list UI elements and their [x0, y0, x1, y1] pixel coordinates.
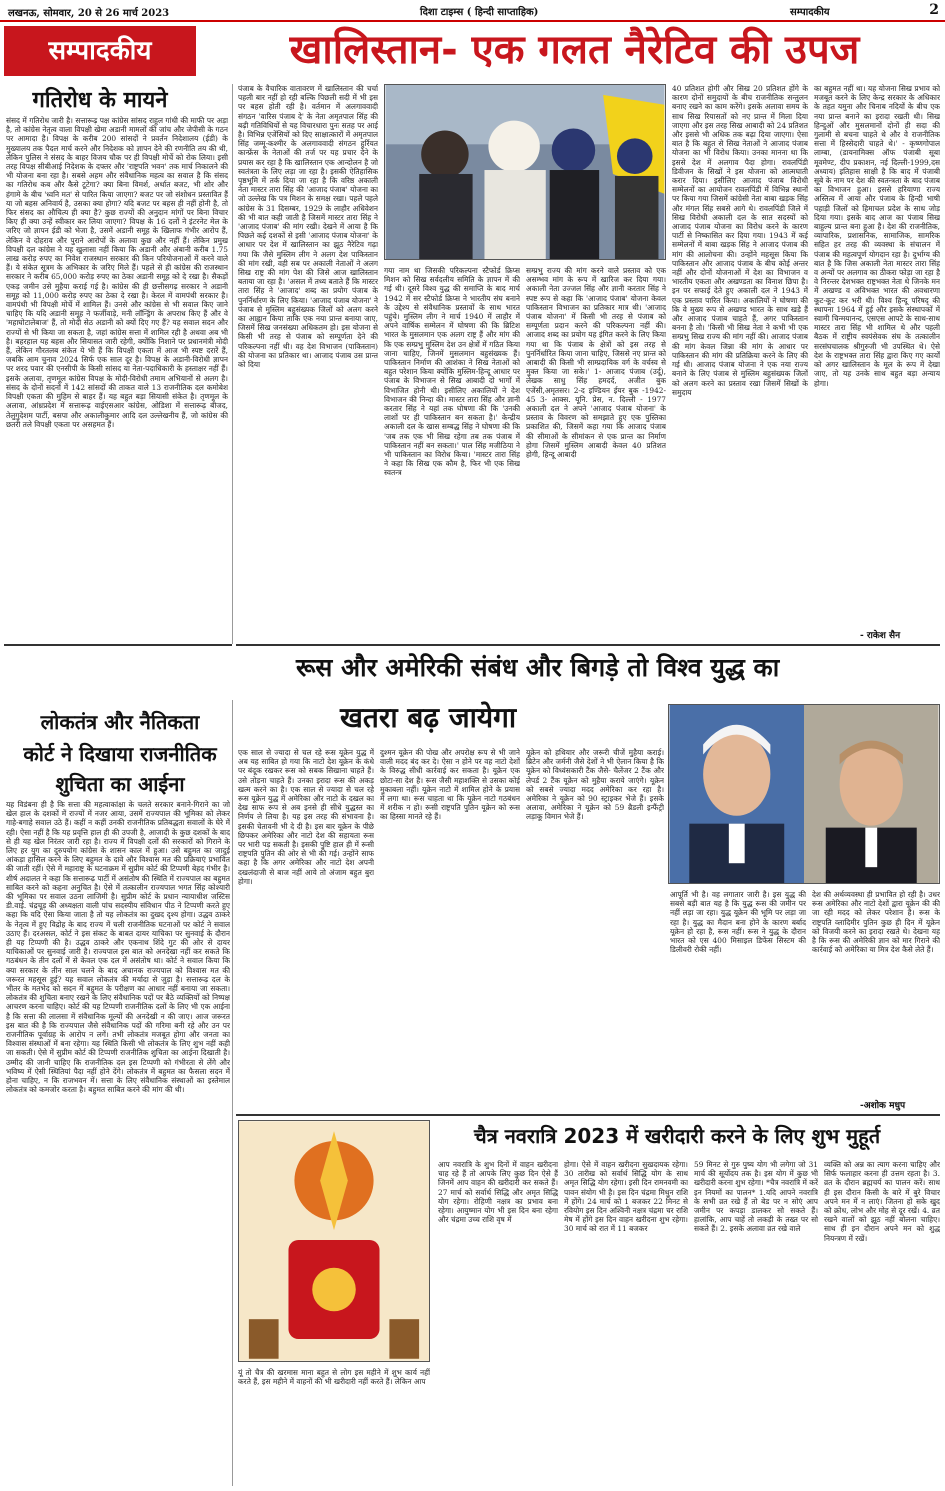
page-header	[0, 0, 945, 22]
russia-col2: दुश्मन यूक्रेन की पोख और अपरोक्ष रूप से भी जाने वाली मदद बंद कर दे। ऐसा न होने पर वह नाटो देशों के विरुद्ध सीधी कार्रवाई कर सकता है। यूक्रेन एक छोटा-सा देश है। रूस जैसी महाशक्ति से उसका कोई मुकाबला नहीं। यूक्रेन नाटो में शामिल होने के प्रयास में लगा था। रूस चाहता था कि यूक्रेन नाटो गठबंधन में शरीक न हो। रूसी राष्ट्रपति पुतिन यूक्रेन को रूस का हिस्सा मानते रहे हैं।	[380, 748, 520, 822]
khalistan-col5: का बहुमत नहीं था। यह योजना सिख प्रभाव को मजबूत करने के लिए केन्द्र सरकार के अधिकार के तहत यमुना और चिनाब नदियों के बीच एक नया प्रान्त बनाने का इरादा रखती थी। सिख हिन्दुओं और मुसलमानों दोनों ही सदा की गुलामी से बचना चाहते थे और वे राजनीतिक सत्ता में हिस्सेदारी चाहते थे।' - कृष्णगोपाल लाम्बा, (डायनामिक्स ऑफ पंजाबी सूबा मूवमेण्ट, दीप प्रकाशन, नई दिल्ली-1999,दस अध्याय) इतिहास साक्षी है कि बाद में पंजाबी सूबे के नाम पर देश की स्वतन्त्रता के बाद पंजाब का विभाजन हुआ। इससे हरियाणा राज्य अस्तित्व में आया और पंजाब के हिन्दी भाषी पहाड़ी जिलों को हिमाचल प्रदेश के साथ जोड़ दिया गया। इसके बाद आज का पंजाब सिख बाहुल्य प्रान्त बना हुआ है। देश की राजनीतिक, व्यापारिक, प्रशासनिक, सामाजिक, सामरिक सहित हर तरह की व्यवस्था के संचालन में पंजाब की महत्वपूर्ण योगदान रहा है। दुर्भाग्य की बात है कि जिस अकाली नेता मास्टर तारा सिंह व अन्यों पर अलगाव का ठीकरा फोड़ा जा रहा है वे निरन्तर देशभक्त राष्ट्रभक्त नेता थे जिनके मन में अखण्ड व अविभक्त भारत की अवधारणा कूट-कूट कर भरी थी। विश्व हिन्दू परिषद् की स्थापना 1964 में हुई और इसके संस्थापकों में स्वामी चिन्मयानन्द, एसएस आपटे के साथ-साथ मास्टर तारा सिंह भी शामिल थे और पहली बैठक में राष्ट्रीय स्वयंसेवक संघ के तत्कालीन सरसंघचालक श्रीगुरुजी भी उपस्थित थे। ऐसे देश के राष्ट्रभक्त तारा सिंह द्वारा किए गए कार्यों को अगर खालिस्तान के मूल के रूप में देखा जाए, तो यह उनके साथ बहुत बड़ा अन्याय होगा।	[814, 84, 940, 388]
russia-col1: एक साल से ज्यादा से चल रहे रूस यूक्रेन युद्ध में अब यह साबित हो गया कि नाटो देश यूक्रेन के कंधे पर बंदूक रखकर रूस को सबक सिखाना चाहते हैं। उसे तोड़ना चाहते हैं। उनका इरादा रूस की अकड़ खत्म करने का है। एक साल से ज्यादा से चल रहे रूस यूक्रेन युद्ध में अमेरिका और नाटो के दखल का देख साफ रूप से अब इनसे ही सीधे युद्धस्त का निर्णय ले लिया है। यह इस तरह की संभावना है। इसकी चेतावनी भी दे दी है। इस बार यूक्रेन के पीछे छिपकर अमेरिका और नाटो देश की सहायता रूस पर भारी पड़ सकती है। इसकी पुष्टि हाल ही में रूसी राष्ट्रपति पुतिन की ओर से भी की गई। उन्होंने साफ कहा है कि अगर अमेरिका और नाटो देश अपनी दखलंदाजी से बाज नहीं आये तो अंजाम बहुत बुरा होगा।	[238, 748, 374, 886]
navratri-col4: व्यक्ति को अन्न का त्याग करना चाहिए और सिर्फ फलाहार करना ही उत्तम रहता है। 3. व्रत के दौरान ब्रह्मचर्य का पालन करें। साथ ही इस दौरान किसी के बारे में बुरे विचार अपने मन में न लाएं। जितना हो सके खुद को क्रोध, लोभ और मोह से दूर रखें। 4. व्रत रखने वालों को झूठ नहीं बोलना चाहिए। साथ ही इन दौरान अपने मन को शुद्ध नियन्त्रण में रखें।	[824, 1160, 940, 1243]
khalistan-col3: सम्प्रभु राज्य की मांग करने वाले प्रस्ताव को एक असम्भव मांग के रूप में खारिज कर दिया गया। अकाली नेता उज्जल सिंह और ज्ञानी करतार सिंह ने स्पष्ट रूप से कहा कि 'आजाद पंजाब' योजना केवल पाकिस्तान विभाजन का प्रतिकार मात्र थी। 'आजाद पंजाब योजना' में किसी भी तरह से पंजाब को सम्पूर्णता प्रदान करने की परिकल्पना नहीं की। आजाद शब्द का प्रयोग यह इंगित करने के लिए किया गया था कि पंजाब के क्षेत्रों को इस तरह से पुनर्निर्धारित किया जाना चाहिए, जिससे नए प्रान्त को आबादी की किसी भी साम्प्रदायिक वर्ग के वर्चस्व से मुक्त किया जा सके।' 1- आजाद पंजाब (उर्दू), लेखक साधु सिंह हमदर्द, अजीत बुक एजेंसी,अमृतसर। 2-द इण्डियन ईयर बुक -1942-45 3- आक्स. यूनि. प्रेस, न. दिल्ली - 1977 अकाली दल ने अपने 'आजाद पंजाब योजना' के प्रस्ताव के विवरण को समझाते हुए एक पुस्तिका प्रकाशित की, जिसमें कहा गया कि आजाद पंजाब की सीमाओं के सीमांकन से एक प्रान्त का निर्माण होगा जिसमें मुस्लिम आबादी केवल 40 प्रतिशत होगी, हिन्दू आबादी	[526, 266, 666, 460]
page-number: 2	[929, 2, 939, 18]
khalistan-signature: - राकेश सैन	[860, 631, 901, 641]
navratri-col2: होगा। ऐसे में वाहन खरीदना सुखदायक रहेगा। 30 तारीख को सर्वार्थ सिद्धि योग के साथ अमृत सिद्धि योग रहेगा। इसी दिन रामनवमी का पावन संयोग भी है। इस दिन चंद्रमा मिथुन राशि में होंगे। 24 मार्च को 1 बजकर 22 मिनट से रवियोग इस दिन अश्विनी नक्षत्र चंद्रमा चर राशि मेष में होंगे इस दिन वाहन खरीदना शुभ रहेगा। 30 मार्च को रात में 11 बजकर	[564, 1160, 688, 1234]
khalistan-col4: 40 प्रतिशत होगी और सिख 20 प्रतिशत होंगे के कारण दोनों समुदायों के बीच राजनीतिक सन्तुलन बनाए रखने का काम करेंगे। इसके अलावा समय के साथ सिख रियासतों को नए प्रान्त में मिला दिया जाएगा और इस तरह सिख आबादी को 24 प्रतिशत और इससे भी अधिक तक बढ़ा दिया जाएगा। ऐसा बात है कि बहुत से सिख नेताओं ने आजाद पंजाब योजना का भी विरोध किया। उनका मानना था कि इससे देश में अलगाव पैदा होगा। रावलपिंडी डिवीजन के सिखों ने इस योजना को आत्मघाती करार दिया। इसीलिए आजाद पंजाब विरोधी सम्मेलनों का आयोजन रावलपिंडी में विभिन्न स्थानों पर किया गया जिसमें कांग्रेसी नेता बाबा खड़क सिंह और मंगल सिंह सबसे आगे थे। रावलपिंडी जिले में सिख विरोधी अकाली दल के सात सदस्यों को आजाद पंजाब योजना का विरोध करने के कारण पार्टी से निष्कासित कर दिया गया। 1943 में कई सम्मेलनों में बाबा खड़क सिंह ने आजाद पंजाब की मांग की आलोचना की। उन्होंने महसूस किया कि पाकिस्तान और आजाद पंजाब के बीच कोई अन्तर नहीं और दोनों योजनाओं में देश का विभाजन व भारतीय एकता और अखण्डता का विनाश छिपा है। इन पर सफाई देते हुए अकाली दल ने 1943 में एक प्रस्ताव पारित किया। अकालियों ने घोषणा की कि वे मुख्य रूप से अखण्ड भारत के साथ खड़े हैं और आजाद पंजाब चाहते हैं, अगर पाकिस्तान बनना है तो। 'किसी भी सिख नेता ने कभी भी एक सम्प्रभु सिख राज्य की मांग नहीं की। आजाद पंजाब की मांग केवल जिन्ना की मांग के आधार पर पाकिस्तान की मांग की प्रतिक्रिया करने के लिए की गई थी। आजाद पंजाब योजना ने एक नया राज्य बनाने के लिए पंजाब से मुस्लिम बहुसंख्यक जिलों को अलग करने का प्रस्ताव रखा जिसमें सिखों के समुदाय	[672, 84, 808, 397]
democracy-headline-line1: लोकतंत्र और नैतिकता	[40, 710, 200, 734]
navratri-col1: आप नवरात्रि के शुभ दिनों में वाहन खरीदना चाह रहे हैं तो आपके लिए कुछ दिन ऐसे हैं जिनमें आप वाहन की खरीदारी कर सकते हैं। 27 मार्च को सर्वार्थ सिद्धि और अमृत सिद्धि योग रहेगा। रोहिणी नक्षत्र का प्रभाव बना रहेगा। आयुष्मान योग भी इस दिन बना रहेगा और चंद्रमा उच्च राशि वृष में	[438, 1160, 558, 1225]
russia-col4: आपूर्ति भी है। वह लगातार जारी है। इस युद्ध की सबसे बड़ी बात यह है कि युद्ध रूस की जमीन पर नहीं लड़ा जा रहा। युद्ध यूक्रेन की भूमि पर लड़ा जा रहा है। युद्ध का मैदान बना होने के कारण बर्बाद यूक्रेन हो रहा है, रूस नहीं। रूस ने युद्ध के दौरान भारत को एस 400 मिसाइल डिफेंस सिस्टम की डिलीवरी रोकी नहीं।	[670, 890, 806, 955]
democracy-headline-line2: कोर्ट ने दिखाया राजनीतिक	[23, 742, 217, 766]
democracy-body: यह विडंबना ही है कि सत्ता की महत्वाकांक्षा के चलते सरकार बनाने-गिराने का जो खेल हाल के दशकों में राज्यों में नजर आया, उसमें राज्यपाल की भूमिका को लेकर गाहे-बगाहे सवाल उठे हैं। कहीं न कहीं उनकी राजनीतिक प्रतिबद्धता सवालों के घेरे में रही। ऐसा नहीं है कि यह प्रवृत्ति हाल ही की उपजी है, आजादी के कुछ दशकों के बाद से ही यह खेल निरंतर जारी रहा है। राज्य में विपक्षी दलों की सरकारों को गिराने के लिए हर युग का दुरुपयोग कांग्रेस के शासन काल में हुआ। उसे बहुमत का जादुई आंकड़ा हासिल करने के लिए बहुमत के दावे और विश्वास मत की प्रक्रियाएं प्रभावित की जाती रहीं। ऐसे में महाराष्ट्र के घटनाक्रम में सुप्रीम कोर्ट की टिप्पणी बेहद गंभीर है। शीर्ष अदालत ने कहा कि सत्तारूढ़ पार्टी में असंतोष की स्थिति में राज्यपाल का बहुमत साबित करने को कहना अनुचित है। ऐसे में तत्कालीन राज्यपाल भगत सिंह कोश्यारी की भूमिका पर सवाल उठना लाजिमी है। सुप्रीम कोर्ट के प्रधान न्यायाधीश जस्टिस डी.वाई. चंद्रचूड़ की अध्यक्षता वाली पांच सदस्यीय संविधान पीठ ने टिप्पणी करते हुए कहा कि यदि ऐसा किया जाता है तो यह लोकतंत्र का दुखद दृश्य होगा। उद्धव ठाकरे के नेतृत्व में हुए विद्रोह के बाद राज्य में चली राजनीतिक घटनाओं पर कोर्ट ने सवाल उठाए हैं। दरअसल, कोर्ट ने इस संकट के बाबत दायर याचिका पर सुनवाई के दौरान ही यह टिप्पणी की है। उद्धव ठाकरे और एकनाथ शिंदे गुट की ओर से दायर याचिकाओं पर सुनवाई जारी है। राज्यपाल इस बात को अनदेखा नहीं कर सकते कि गठबंधन के तीन दलों में से केवल एक दल में असंतोष था। कोर्ट ने सवाल किया कि क्या सरकार के तीन साल चलने के बाद अचानक राज्यपाल को विश्वास मत की जरूरत महसूस हुई? यह सवाल लोकतंत्र की मर्यादा से जुड़ा है। सत्तारूढ़ दल के भीतर के मतभेद को सदन में बहुमत के परीक्षण का आधार नहीं बनाया जा सकता। लोकतंत्र की शुचिता बनाए रखने के लिए संवैधानिक पदों पर बैठे व्यक्तियों को निष्पक्ष आचरण करना चाहिए। कोर्ट की यह टिप्पणी राजनीतिक दलों के लिए भी एक आईना है कि सत्ता की लालसा में संवैधानिक मूल्यों की अनदेखी न की जाए। आज जरूरत इस बात की है कि राज्यपाल जैसे संवैधानिक पदों की गरिमा बनी रहे और उन पर राजनीतिक पूर्वाग्रह के आरोप न लगें। तभी लोकतंत्र मजबूत होगा और जनता का विश्वास संस्थाओं में बना रहेगा। यह स्थिति किसी भी लोकतंत्र के लिए शुभ नहीं कही जा सकती। ऐसे में सुप्रीम कोर्ट की टिप्पणी राजनीतिक शुचिता का आईना दिखाती है। उम्मीद की जानी चाहिए कि राजनीतिक दल इस टिप्पणी को गंभीरता से लेंगे और भविष्य में ऐसी स्थितियां पैदा नहीं होने देंगे। लोकतंत्र में बहुमत का फैसला सदन में होना चाहिए, न कि राजभवन में। सत्ता के लिए संवैधानिक संस्थाओं का इस्तेमाल लोकतंत्र को कमजोर करता है। बहुमत साबित करने की मांग की थी।	[6, 800, 230, 1095]
russia-signature: -अशोक मधुप	[860, 1101, 906, 1111]
khalistan-col1: पंजाब के वैचारिक वातावरण में खालिस्तान की चर्चा पहली बार नहीं हो रही बल्कि पिछली सदी में भी इस पर बहस होती रही है। वर्तमान में अलगाववादी संगठन 'वारिस पंजाब दे' के नेता अमृतपाल सिंह की बढ़ी गतिविधियों से यह विचारधारा पुनः सतह पर आई है। विभिन्न एजेंसियों को दिए साक्षात्कारों में अमृतपाल सिंह जम्मू-कश्मीर के अलगाववादी संगठन हुर्रियत कान्फ्रेंस के नेताओं की तर्ज पर यह प्रचार देने के प्रयास कर रहा है कि खालिस्तान एक आन्दोलन है जो स्वतंत्रता के लिए लड़ा जा रहा है। इसकी ऐतिहासिक पृष्ठभूमि में तर्क दिया जा रहा है कि वरिष्ठ अकाली नेता मास्टर तारा सिंह की 'आजाद पंजाब' योजना का जो उल्लेख कि पत्र मिशन के समक्ष रखा। पहले पहले कांग्रेस के 31 दिसम्बर, 1929 के लाहौर अधिवेशन की भी बात कही जाती है जिसमें मास्टर तारा सिंह ने 'आजाद पंजाब' की मांग रखी। देखने में आया है कि पिछले कई दशकों से इसी 'आजाद पंजाब योजना' के आधार पर देश में खालिस्तान का झूठ नैरेटिव गढ़ा गया कि जैसे मुस्लिम लीग ने अलग देश पाकिस्तान की मांग रखी, वही सब पर अकाली नेताओं ने अलग सिख राष्ट्र की मांग पेश की जिसे आज खालिस्तान बताया जा रहा है। 'असल में तथ्य बताते हैं कि मास्टर तारा सिंह ने 'आजाद' शब्द का प्रयोग पंजाब के पुनर्निर्धारण के लिए किया। 'आजाद पंजाब योजना' ने पंजाब से मुस्लिम बहुसंख्यक जिलों को अलग करने का आह्वान किया ताकि एक नया प्रान्त बनाया जाए, जिसमें सिख जनसंख्या अधिकतम हो। इस योजना से किसी भी तरह से पंजाब को सम्पूर्णता देने की परिकल्पना नहीं थी। वह देश विभाजन (पाकिस्तान) की योजना का प्रतिकार था। आजाद पंजाब उस प्रान्त को दिया	[238, 84, 378, 370]
editorial-headline: गतिरोध के मायने	[32, 88, 168, 113]
section-rule	[236, 644, 940, 646]
column-divider	[232, 84, 233, 644]
khalistan-col2: गया नाम था जिसकी परिकल्पना स्टैफोर्ड क्रिप्स मिशन को सिख सर्वदलीय समिति के ज्ञापन में की गई थी। दूसरे विश्व युद्ध की समाप्ति के बाद मार्च 1942 में सर स्टैफोर्ड क्रिप्स ने भारतीय संघ बनाने के उद्देश्य से संवैधानिक प्रस्तावों के साथ भारत पहुंचे। मुस्लिम लीग ने मार्च 1940 में लाहौर में अपने वार्षिक सम्मेलन में घोषणा की कि ब्रिटिश भारत के मुसलमान एक अलग राष्ट्र हैं और मांग की कि एक सम्प्रभु मुस्लिम देश उन क्षेत्रों में गठित किया जाना चाहिए, जिनमें मुसलमान बहुसंख्यक हैं। पाकिस्तान निर्माण की आशंका ने सिख नेताओं को बहुत परेशान किया क्योंकि मुस्लिम-हिन्दू आधार पर पंजाब के विभाजन से सिख आबादी दो भागों में विभाजित होनी थी। इसीलिए अकालियों ने देश विभाजन की निन्दा की। मास्टर तारा सिंह और ज्ञानी करतार सिंह ने यहां तक घोषणा की कि 'उनकी लाशों पर ही पाकिस्तान बन सकता है।' केन्द्रीय अकाली दल के खास सम्बद्ध सिंह ने घोषणा की कि 'जब तक एक भी सिख रहेगा तब तक पंजाब में पाकिस्तान नहीं बन सकता।' पाल सिंह मजीठिया ने भी पाकिस्तान का विरोध किया। 'मास्टर तारा सिंह ने कहा कि सिख एक कौम है, फिर भी एक सिख स्वतन्त्र	[384, 266, 520, 478]
navratri-col3: 59 मिनट से गुरु पुष्य योग भी लगेगा जो 31 मार्च की सूर्योदय तक है। इस योग में कुछ भी खरीदारी करना शुभ रहेगा। *चैत्र नवरात्रि में करें इन नियमों का पालन* 1.यदि आपने नवरात्रि के सभी व्रत रखे हैं तो बेड पर न सोएं आप जमीन पर कपड़ा डालकर सो सकते हैं। हालांकि, आप चाहें तो लकड़ी के तख्त पर सो सकते हैं। 2. इसके अलावा व्रत रखे वाले	[694, 1160, 818, 1234]
section-rule-navratri	[236, 1114, 940, 1116]
russia-col3: यूक्रेन को हथियार और जरूरी चीजें मुहैया कराई। ब्रिटेन और जर्मनी जैसे देशों ने भी ऐलान किया है कि यूक्रेन को विध्वंसकारी टैंक जैसे- चैलेंजर 2 टैंक और लेपर्ड 2 टैंक यूक्रेन को मुहैया कराये जाएंगे। यूक्रेन को सबसे ज्यादा मदद अमेरिका कर रहा है। अमेरिका ने यूक्रेन को 90 स्ट्राइकर भेजे हैं। इसके अलावा, अमेरिका ने यूक्रेन को 59 ब्रैडली इन्फैंट्री लड़ाकू विमान भेजे हैं।	[526, 748, 664, 822]
section-title: सम्पादकीय	[4, 26, 196, 76]
section-rule-left	[4, 644, 232, 646]
leaders-photo	[668, 704, 940, 884]
russia-headline-line2: खतरा बढ़ जायेगा	[340, 701, 517, 734]
khalistan-headline: खालिस्तान- एक गलत नैरेटिव की उपज	[212, 26, 937, 74]
russia-headline-line1: रूस और अमेरिकी संबंध और बिगड़े तो विश्व युद्ध का	[296, 653, 780, 682]
masthead: दिशा टाइम्स ( हिन्दी साप्ताहिक)	[420, 7, 539, 18]
column-divider-lower	[232, 700, 233, 1486]
amritpal-photo	[384, 84, 666, 260]
dateline: लखनऊ, सोमवार, 20 से 26 मार्च 2023	[8, 8, 170, 19]
navratri-caption: यूं तो चैत्र की खरमास माना बहुत से लोग इस महीने में शुभ कार्य नहीं करते हैं, इस महीने में वाहनों की भी खरीदारी नहीं करते हैं। लेकिन आप	[238, 1368, 430, 1387]
navratri-headline: चैत्र नवरात्रि 2023 में खरीदारी करने के लिए शुभ मुहूर्त	[474, 1124, 881, 1148]
democracy-headline-line3: शुचिता का आईना	[55, 772, 185, 796]
section-label: सम्पादकीय	[790, 7, 830, 18]
russia-col5: देश की अर्थव्यवस्था ही प्रभावित हो रही है। उधर रूस अमेरिका और नाटो देशों द्वारा यूक्रेन की की जा रही मदद को लेकर परेशान है। रूस के राष्ट्रपति व्लादिमीर पुतिन कुछ ही दिन में यूक्रेन को विजयी करने का इरादा रखते थे। देखना यह है कि रूस की अमेरिकी ज्ञान को मार गिराने की कार्रवाई को अमेरिका या मित्र देश कैसे लेते हैं।	[812, 890, 940, 955]
editorial-body: संसद में गतिरोध जारी है। सत्तारूढ़ पक्ष कांग्रेस सांसद राहुल गांधी की माफी पर अड़ा है, तो कांग्रेस नेतृत्व वाला विपक्षी खेमा अडानी मामलों की जांच और जेपीसी के गठन पर आमादा है। विपक्ष के करीब 200 सांसदों ने प्रवर्तन निदेशालय (ईडी) के मुख्यालय तक पैदल मार्च करने और निदेशक को ज्ञापन देने की रणनीति तय की थी, लेकिन पुलिस ने संसद के बाहर विजय चौक पर ही विपक्षी मोर्चे को रोक लिया। इसी तरह विपक्ष सीबीआई निदेशक के दफ्तर और 'राष्ट्रपति भवन' तक मार्च निकालने की भी योजना बना रहा है। सबसे अहम और संवैधानिक महत्व का सवाल है कि संसद का गतिरोध कब और कैसे टूटेगा? क्या बिना विमर्श, अर्थात बजट, भी शोर और हंगामे के बीच 'ध्वनि मत' से पारित किया जाएगा? बजट पर जो संशोधन प्रस्तावित हैं या जो बहस अनिवार्य है, उसका क्या होगा? यदि बजट पर बहस ही नहीं होनी है, तो फिर संसद का औचित्य ही क्या है? कुछ राज्यों की अनुदान मांगों पर बिना विचार किए ही क्या उन्हें स्वीकार कर लिया जाएगा? विपक्ष के 16 दलों ने इंटरनेट मेल के जरिए जो ज्ञापन ईडी को भेजा है, उसमें अडानी समूह के खिलाफ गंभीर आरोप हैं, लेकिन वे दोहराव और पुराने आरोपों के अलावा कुछ और नहीं हैं। लेकिन प्रमुख विपक्षी दल कांग्रेस ने यह खुलासा नहीं किया कि अडानी और अंबानी करीब 1.75 लाख करोड़ रुपए का निवेश राजस्थान सरकार की किन परियोजनाओं में करने वाले हैं। ये संकेत सूत्रम के अभिकार के जरिए मिले हैं। पहले से ही कांग्रेस की राजस्थान सरकार ने करीब 65,000 करोड़ रुपए का ठेका अडानी समूह को दे रखा है। सैकड़ों एकड़ जमीन उसे मुहैया कराई गई है। कांग्रेस की ही छत्तीसगढ़ सरकार ने अडानी समूह को 11,000 करोड़ रुपए का ठेका दे रखा है। केरल में वामपंथी सरकार है। वामपंथी भी विपक्षी मोर्चे में शामिल हैं। उनसे और कांग्रेस से भी सवाल किए जाने चाहिए कि यदि अडानी समूह ने फर्जीवाड़े, मनी लॉन्ड्रिंग के अपराध किए हैं और वे 'महाघोटालेबाज' हैं, तो मोदी सेठ अडानी को क्यों दिए गए हैं? यह सवाल सदन और राज्यों से भी किया जा सकता है, जहां कांग्रेस सत्ता में शामिल रही है अथवा अब भी है। बहरहाल यह बहस और सियासत जारी रहेगी, क्योंकि निशाने पर प्रधानमंत्री मोदी हैं, लेकिन गौरतलब संकेत ये भी हैं कि विपक्षी एकता में आज भी स्पष्ट दरारें हैं, जबकि आम चुनाव 2024 सिर्फ एक साल दूर है। विपक्ष के अडानी-विरोधी ज्ञापन पर शरद पवार की एनसीपी के किसी सांसद या नेता-पदाधिकारी के हस्ताक्षर नहीं हैं। इसके अलावा, तृणमूल कांग्रेस विपक्ष के मोदी-विरोधी तमाम अभियानों से अलग है। संसद के दोनों सदनों में 142 सांसदों की ताकत वाले 13 राजनीतिक दल कमोबेश विपक्षी एकता की मुहिम से बाहर हैं। यह बहुत बड़ा सियासी संकेत है। तृणमूल के अलावा, आंध्रप्रदेश में सत्तारूढ़ वाईएसआर कांग्रेस, ओडिशा में सत्तारूढ़ बीजद, तेलुगुदेशम पार्टी, बसपा और अकालीकुमार आदि दल उल्लेखनीय हैं, जो कांग्रेस की छतरी तले विपक्षी एकता पर असहमत हैं।	[6, 116, 228, 429]
navratri-photo	[238, 1120, 430, 1362]
